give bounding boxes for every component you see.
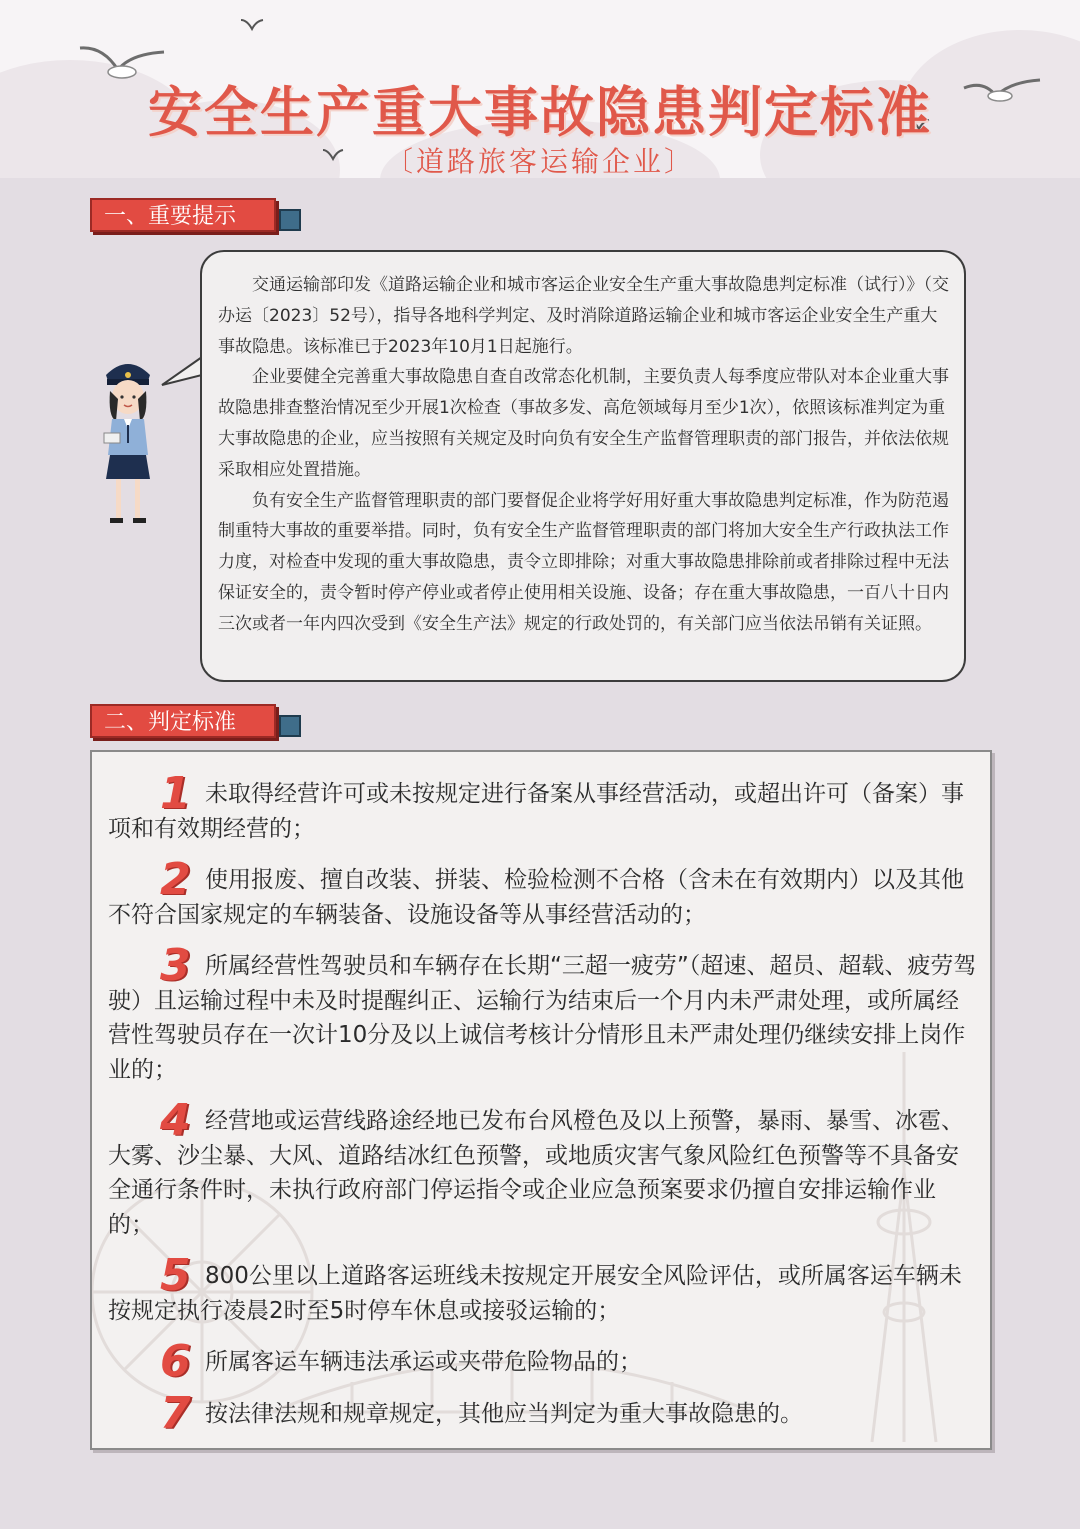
item-text: 所属客运车辆违法承运或夹带危险物品的； [205, 1349, 642, 1375]
criteria-item [108, 1095, 980, 1242]
item-number: 6 [160, 1336, 191, 1387]
notice-paragraph: 企业要健全完善重大事故隐患自查自改常态化机制，主要负责人每季度应带队对本企业重大事故隐患排查整治情况至少开展1次检查（事故多发、高危领域每月至少1次），依照该标准判定为重大事故隐患的企业，应当按照有关规定及时向负有安全生产监督管理职责的部门报告，并依法依规采取相应处置措施。 [218, 367, 949, 480]
item-text: 未取得经营许可或未按规定进行备案从事经营活动，或超出许可（备案）事项和有效期经营的； [108, 781, 964, 842]
traffic-officer-illustration [98, 355, 158, 530]
label-tab-icon [279, 209, 301, 231]
section-label-important-notice: 一、重要提示 [90, 198, 276, 232]
item-number: 7 [160, 1388, 191, 1439]
section-label-criteria: 二、判定标准 [90, 704, 276, 738]
notice-paragraph: 负有安全生产监督管理职责的部门要督促企业将学好用好重大事故隐患判定标准，作为防范遏制重特大事故的重要举措。同时，负有安全生产监督管理职责的部门将加大安全生产行政执法工作力度，对检查中发现的重大事故隐患，责令立即排除；对重大事故隐患排除前或者排除过程中无法保证安全的，责令暂时停产停业或者停止使用相关设施、设备；存在重大事故隐患，一百八十日内三次或者一年内四次受到《安全生产法》规定的行政处罚的，有关部门应当依法吊销有关证照。 [218, 490, 949, 634]
label-tab-icon [279, 715, 301, 737]
city-landmark-watermark [92, 752, 990, 1448]
item-text: 经营地或运营线路途经地已发布台风橙色及以上预警，暴雨、暴雪、冰雹、大雾、沙尘暴、大风、道路结冰红色预警，或地质灾害气象风险红色预警等不具备安全通行条件时，未执行政府部门停运指令或企业应急预案要求仍擅自安排运输作业的； [108, 1108, 964, 1238]
item-number: 3 [160, 940, 191, 991]
item-text: 使用报废、擅自改装、拼装、检验检测不合格（含未在有效期内）以及其他不符合国家规定的车辆装备、设施设备等从事经营活动的； [108, 867, 964, 928]
criteria-item [108, 1250, 980, 1328]
notice-paragraph: 交通运输部印发《道路运输企业和城市客运企业安全生产重大事故隐患判定标准（试行）》（交办运〔2023〕52号），指导各地科学判定、及时消除道路运输企业和城市客运企业安全生产重大事故隐患。该标准已于2023年10月1日起施行。 [218, 275, 949, 357]
criteria-item [108, 1388, 980, 1439]
item-number: 1 [160, 768, 191, 819]
header-banner [0, 0, 1080, 178]
item-number: 2 [160, 854, 191, 905]
criteria-item [108, 1336, 980, 1387]
item-text: 所属经营性驾驶员和车辆存在长期“三超一疲劳”（超速、超员、超载、疲劳驾驶）且运输过程中未及时提醒纠正、运输行为结束后一个月内未严肃处理，或所属经营性驾驶员存在一次计10分及以上诚信考核计分情形且未严肃处理仍继续安排上岗作业的； [108, 953, 977, 1083]
item-text: 800公里以上道路客运班线未按规定开展安全风险评估，或所属客运车辆未按规定执行凌晨2时至5时停车休息或接驳运输的； [108, 1263, 962, 1324]
item-number: 5 [160, 1250, 191, 1301]
page-title: 安全生产重大事故隐患判定标准 [148, 80, 932, 144]
page-subtitle: 〔道路旅客运输企业〕 [384, 145, 695, 178]
item-text: 按法律法规和规章规定，其他应当判定为重大事故隐患的。 [205, 1401, 803, 1427]
criteria-panel [90, 750, 992, 1450]
criteria-item [108, 854, 980, 932]
important-notice-bubble [200, 250, 966, 682]
criteria-item [108, 940, 980, 1087]
seagull-icon [240, 18, 264, 32]
criteria-item [108, 768, 980, 846]
item-number: 4 [160, 1095, 191, 1146]
